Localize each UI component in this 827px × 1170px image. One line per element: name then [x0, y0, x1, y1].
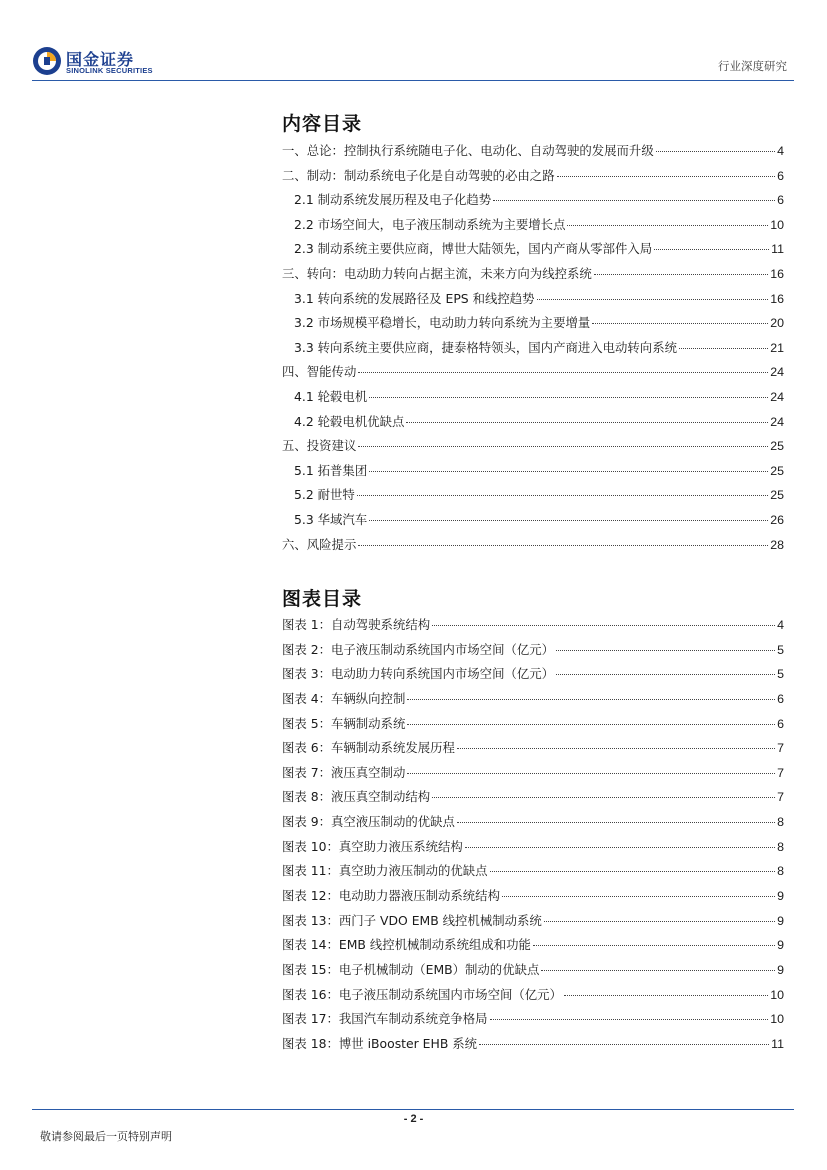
figure-entry-leader	[407, 773, 775, 774]
figure-entry-page: 10	[770, 1012, 784, 1027]
figure-entry-leader	[465, 847, 775, 848]
company-logo	[32, 46, 162, 78]
toc-entry-page: 25	[770, 463, 784, 478]
toc-entry-leader	[369, 520, 768, 521]
toc-entry-page: 16	[770, 266, 784, 281]
toc-entry[interactable]	[282, 239, 784, 264]
figure-entry-text: 图表 18：博世 iBooster EHB 系统	[282, 1035, 478, 1051]
toc-entry[interactable]	[282, 485, 784, 510]
toc-entry-text: 四、智能传动	[282, 364, 357, 380]
toc-entry[interactable]	[282, 190, 784, 215]
figure-entry-leader	[564, 995, 768, 996]
toc-entry-text: 5.1 拓普集团	[294, 462, 368, 478]
figure-entry[interactable]	[282, 812, 784, 837]
figure-entry[interactable]	[282, 787, 784, 812]
figure-entry[interactable]	[282, 1034, 784, 1059]
toc-entry[interactable]	[282, 510, 784, 535]
toc-entry[interactable]	[282, 215, 784, 240]
figure-entry-page: 8	[777, 815, 784, 830]
figure-entry-text: 图表 8：液压真空制动结构	[282, 789, 431, 805]
figure-entry[interactable]	[282, 935, 784, 960]
figure-entry[interactable]	[282, 911, 784, 936]
figure-entry-leader	[457, 822, 775, 823]
page-header	[0, 0, 827, 82]
figure-entry-page: 4	[777, 618, 784, 632]
toc-entry-page: 11	[771, 242, 784, 257]
toc-entry-text: 3.3 转向系统主要供应商，捷泰格特领头，国内产商进入电动转向系统	[294, 339, 677, 355]
report-type-label: 行业深度研究	[718, 59, 787, 73]
figure-entry-page: 7	[777, 790, 784, 805]
figure-entry-page: 8	[777, 839, 784, 854]
figure-entry-text: 图表 4：车辆纵向控制	[282, 690, 406, 706]
toc-entry-text: 五、投资建议	[282, 438, 357, 454]
toc-entry[interactable]	[282, 166, 784, 191]
figure-entry[interactable]	[282, 985, 784, 1010]
toc-entry-page: 6	[777, 168, 784, 183]
figure-entry-text: 图表 13：西门子 VDO EMB 线控机械制动系统	[282, 912, 542, 928]
figure-entry-leader	[490, 1019, 769, 1020]
figure-entry[interactable]	[282, 960, 784, 985]
toc-entry-leader	[358, 372, 768, 373]
figure-entry[interactable]	[282, 886, 784, 911]
toc-entry-page: 4	[777, 144, 784, 158]
figure-entry-leader	[407, 724, 775, 725]
toc-entry-leader	[557, 176, 776, 177]
toc-entry-page: 6	[777, 193, 784, 208]
figure-entry-leader	[407, 699, 775, 700]
figure-entry-leader	[479, 1044, 769, 1045]
toc-entry-leader	[594, 274, 768, 275]
toc-entry-text: 5.2 耐世特	[294, 487, 355, 503]
figure-entry-page: 9	[777, 962, 784, 977]
figure-entry-page: 5	[777, 667, 784, 682]
figure-entry-text: 图表 12：电动助力器液压制动系统结构	[282, 888, 500, 904]
toc-entry-leader	[592, 323, 768, 324]
figure-entry[interactable]	[282, 615, 784, 640]
figure-entry-leader	[432, 625, 775, 626]
toc-entry-page: 10	[770, 217, 784, 232]
figure-entry-page: 9	[777, 913, 784, 928]
toc-entry-text: 4.2 轮毂电机优缺点	[294, 413, 405, 429]
figure-entry-leader	[541, 970, 775, 971]
toc-entry-leader	[656, 151, 775, 152]
figure-entry-leader	[556, 650, 775, 651]
figure-entry[interactable]	[282, 861, 784, 886]
toc-title: 内容目录	[282, 113, 363, 135]
figure-entry-page: 10	[770, 987, 784, 1002]
toc-entry[interactable]	[282, 535, 784, 560]
header-divider	[32, 80, 794, 81]
figure-entry-leader	[533, 945, 775, 946]
figure-entry[interactable]	[282, 640, 784, 665]
toc-entry-leader	[357, 495, 768, 496]
figure-entry-leader	[556, 674, 775, 675]
figure-entry-page: 5	[777, 642, 784, 657]
sinolink-logo-icon	[32, 46, 62, 76]
page-number: - 2 -	[403, 1113, 424, 1125]
figure-entry-page: 6	[777, 691, 784, 706]
figure-entry[interactable]	[282, 714, 784, 739]
toc-entry-leader	[493, 200, 775, 201]
toc-entry[interactable]	[282, 436, 784, 461]
figure-entry-page: 11	[771, 1036, 784, 1051]
toc-entry[interactable]	[282, 461, 784, 486]
figure-entry[interactable]	[282, 738, 784, 763]
toc-entry-text: 六、风险提示	[282, 536, 357, 552]
toc-entry-leader	[654, 249, 769, 250]
toc-entry-text: 4.1 轮毂电机	[294, 388, 368, 404]
toc-entry[interactable]	[282, 412, 784, 437]
figure-entry-text: 图表 6：车辆制动系统发展历程	[282, 740, 455, 756]
figures-title: 图表目录	[282, 588, 363, 610]
toc-entry-text: 3.2 市场规模平稳增长，电动助力转向系统为主要增量	[294, 315, 591, 331]
figure-entry-page: 7	[777, 741, 784, 756]
toc-entry[interactable]	[282, 313, 784, 338]
toc-entry-page: 24	[770, 389, 784, 404]
toc-entry-page: 28	[770, 537, 784, 552]
figure-entry-text: 图表 3：电动助力转向系统国内市场空间（亿元）	[282, 666, 555, 682]
figure-entry-text: 图表 9：真空液压制动的优缺点	[282, 814, 455, 830]
figure-entry-text: 图表 17：我国汽车制动系统竞争格局	[282, 1011, 488, 1027]
toc-entry-page: 25	[770, 488, 784, 503]
footer-divider	[32, 1109, 794, 1110]
figure-entry-page: 7	[777, 765, 784, 780]
toc-entry-leader	[567, 225, 768, 226]
toc-entry[interactable]	[282, 387, 784, 412]
toc-entry-leader	[369, 471, 768, 472]
figures-list	[282, 615, 784, 1059]
toc-entry-text: 3.1 转向系统的发展路径及 EPS 和线控趋势	[294, 290, 535, 306]
toc-entry-page: 16	[770, 291, 784, 306]
disclaimer-note: 敬请参阅最后一页特别声明	[40, 1130, 172, 1143]
figure-entry-text: 图表 5：车辆制动系统	[282, 715, 406, 731]
figure-entry-page: 9	[777, 938, 784, 953]
figure-entry-text: 图表 7：液压真空制动	[282, 764, 406, 780]
figure-entry-leader	[544, 921, 775, 922]
toc-entry-leader	[369, 397, 768, 398]
figure-entry-page: 9	[777, 889, 784, 904]
toc-entry-leader	[358, 545, 768, 546]
toc-entry[interactable]	[282, 362, 784, 387]
toc-entry-text: 一、总论：控制执行系统随电子化、电动化、自动驾驶的发展而升级	[282, 143, 654, 158]
toc-entry-text: 2.2 市场空间大，电子液压制动系统为主要增长点	[294, 216, 566, 232]
toc-entry[interactable]	[282, 264, 784, 289]
figure-entry-page: 8	[777, 864, 784, 879]
toc-entry[interactable]	[282, 289, 784, 314]
toc-entry-text: 5.3 华域汽车	[294, 511, 368, 527]
figure-entry-text: 图表 11：真空助力液压制动的优缺点	[282, 863, 488, 879]
toc-entry-page: 20	[770, 316, 784, 331]
figure-entry[interactable]	[282, 763, 784, 788]
figure-entry-text: 图表 14：EMB 线控机械制动系统组成和功能	[282, 937, 531, 953]
figure-entry-leader	[432, 797, 775, 798]
toc-entry[interactable]	[282, 141, 784, 166]
logo-english-name: SINOLINK SECURITIES	[66, 66, 153, 75]
toc-entry-text: 三、转向：电动助力转向占据主流，未来方向为线控系统	[282, 265, 592, 281]
toc-entry-leader	[358, 446, 768, 447]
logo-chinese-name: 国金证券	[66, 50, 135, 69]
toc-entry-page: 24	[770, 365, 784, 380]
figure-entry-text: 图表 1：自动驾驶系统结构	[282, 617, 431, 632]
figure-entry-leader	[457, 748, 775, 749]
figure-entry[interactable]	[282, 664, 784, 689]
figure-entry-text: 图表 15：电子机械制动（EMB）制动的优缺点	[282, 961, 540, 977]
toc-entry-page: 25	[770, 439, 784, 454]
figure-entry-text: 图表 16：电子液压制动系统国内市场空间（亿元）	[282, 986, 562, 1002]
toc-entry-leader	[406, 422, 768, 423]
toc-entry-leader	[537, 299, 769, 300]
figure-entry-leader	[490, 871, 776, 872]
toc-entry-text: 二、制动：制动系统电子化是自动驾驶的必由之路	[282, 167, 555, 183]
figure-entry-leader	[502, 896, 775, 897]
toc-entry[interactable]	[282, 338, 784, 363]
toc-entry-leader	[679, 348, 768, 349]
toc-entry-page: 26	[770, 512, 784, 527]
toc-entry-page: 24	[770, 414, 784, 429]
toc-entry-page: 21	[770, 340, 784, 355]
toc-entry-text: 2.1 制动系统发展历程及电子化趋势	[294, 192, 492, 208]
figure-entry[interactable]	[282, 1009, 784, 1034]
figure-entry[interactable]	[282, 837, 784, 862]
toc-list	[282, 141, 784, 559]
figure-entry-text: 图表 2：电子液压制动系统国内市场空间（亿元）	[282, 641, 555, 657]
toc-entry-text: 2.3 制动系统主要供应商，博世大陆领先，国内产商从零部件入局	[294, 241, 653, 257]
figure-entry-page: 6	[777, 716, 784, 731]
figure-entry[interactable]	[282, 689, 784, 714]
figure-entry-text: 图表 10：真空助力液压系统结构	[282, 838, 463, 854]
